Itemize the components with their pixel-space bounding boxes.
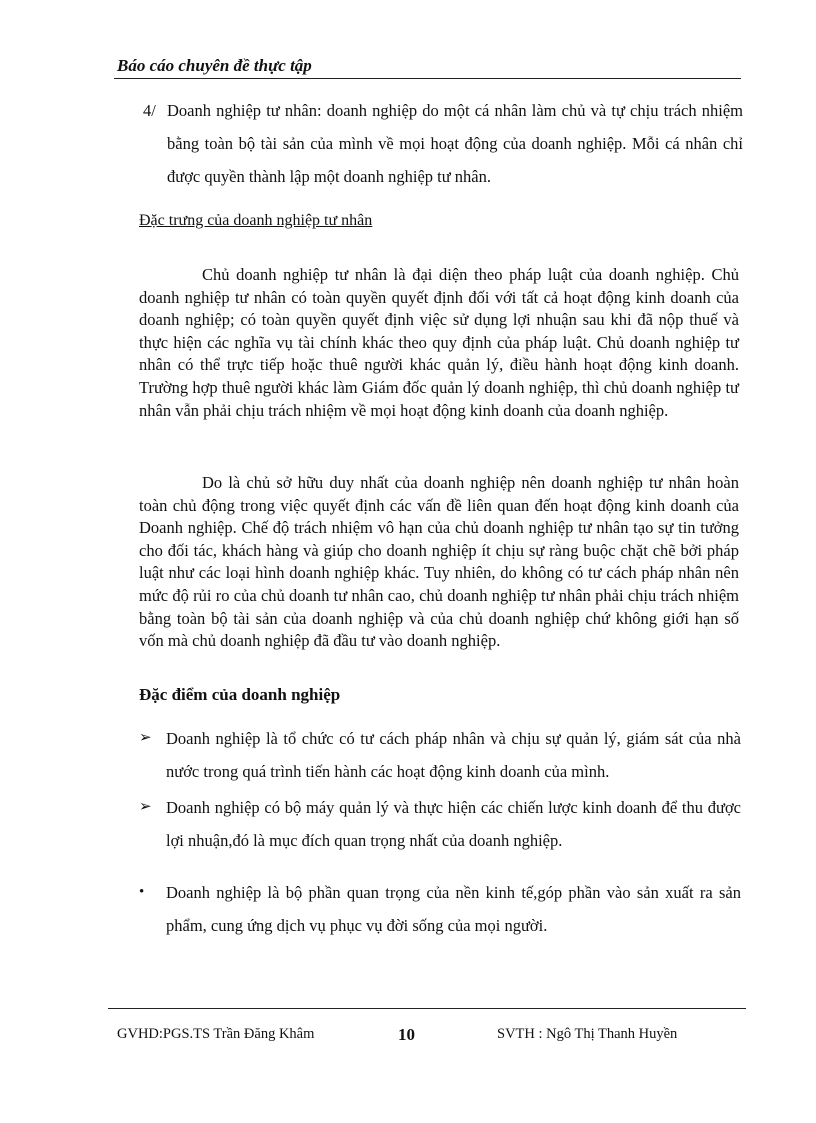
bullet-text: Doanh nghiệp là bộ phần quan trọng của nền kinh tế,góp phần vào sản xuất ra sản phẩm, cung ứng dịch vụ phục vụ đời sống của mọi người.: [166, 883, 741, 935]
list-item: [139, 876, 741, 942]
paragraph-2: Do là chủ sở hữu duy nhất của doanh nghiệp nên doanh nghiệp tư nhân hoàn toàn chủ động trong việc quyết định các vấn đề liên quan đến hoạt động kinh doanh của Doanh nghiệp. Chế độ trách nhiệm vô hạn của chủ doanh nghiệp tư nhân tạo sự tin tưởng cho đối tác, khách hàng và giúp cho doanh nghiệp ít chịu sự ràng buộc chặt chẽ bởi pháp luật như các loại hình doanh nghiệp khác. Tuy nhiên, do không có tư cách pháp nhân nên mức độ rủi ro của chủ doanh tư nhân cao, chủ doanh nghiệp tư nhân phải chịu trách nhiệm bằng toàn bộ tài sản của doanh nghiệp và của chủ doanh nghiệp chứ không giới hạn số vốn mà chủ doanh nghiệp đã đầu tư vào doanh nghiệp.: [139, 473, 739, 651]
list-item: [139, 722, 741, 788]
footer-supervisor: GVHD:PGS.TS Trần Đăng Khâm: [117, 1026, 315, 1042]
arrow-bullet-icon: ➢: [139, 730, 152, 746]
header-divider: [114, 78, 741, 79]
footer-divider: [108, 1008, 746, 1009]
page-header-title: Báo cáo chuyên đề thực tập: [117, 56, 312, 75]
list-item: [139, 791, 741, 857]
bullet-text: Doanh nghiệp là tổ chức có tư cách pháp nhân và chịu sự quản lý, giám sát của nhà nước trong quá trình tiến hành các hoạt động kinh doanh của mình.: [166, 729, 741, 781]
bullet-list: [139, 722, 741, 942]
bullet-text: Doanh nghiệp có bộ máy quản lý và thực hiện các chiến lược kinh doanh để thu được lợi nhuận,đó là mục đích quan trọng nhất của doanh nghiệp.: [166, 798, 741, 850]
paragraph-1: Chủ doanh nghiệp tư nhân là đại diện theo pháp luật của doanh nghiệp. Chủ doanh nghiệp tư nhân có toàn quyền quyết định đối với tất cả hoạt động kinh doanh của doanh nghiệp; có toàn quyền quyết định việc sử dụng lợi nhuận sau khi đã nộp thuế và thực hiện các nghĩa vụ tài chính khác theo quy định của pháp luật. Chủ doanh nghiệp tư nhân có thể trực tiếp hoặc thuê người khác quản lý, điều hành hoạt động kinh doanh. Trường hợp thuê người khác làm Giám đốc quản lý doanh nghiệp, thì chủ doanh nghiệp tư nhân vẫn phải chịu trách nhiệm về mọi hoạt động kinh doanh của doanh nghiệp.: [139, 265, 739, 420]
section-heading-features: Đặc điểm của doanh nghiệp: [139, 685, 341, 704]
footer-student: SVTH : Ngô Thị Thanh Huyền: [497, 1026, 678, 1042]
item-number: 4/: [143, 101, 156, 120]
arrow-bullet-icon: ➢: [139, 799, 152, 815]
page-number: 10: [398, 1025, 415, 1044]
dot-bullet-icon: •: [139, 884, 145, 900]
list-item-4: [143, 94, 743, 193]
item-text: Doanh nghiệp tư nhân: doanh nghiệp do một cá nhân làm chủ và tự chịu trách nhiệm bằng toàn bộ tài sản của mình về mọi hoạt động của doanh nghiệp. Mỗi cá nhân chỉ được quyền thành lập một doanh nghiệp tư nhân.: [167, 101, 743, 186]
section-heading-characteristics: Đặc trưng của doanh nghiệp tư nhân: [139, 212, 373, 229]
